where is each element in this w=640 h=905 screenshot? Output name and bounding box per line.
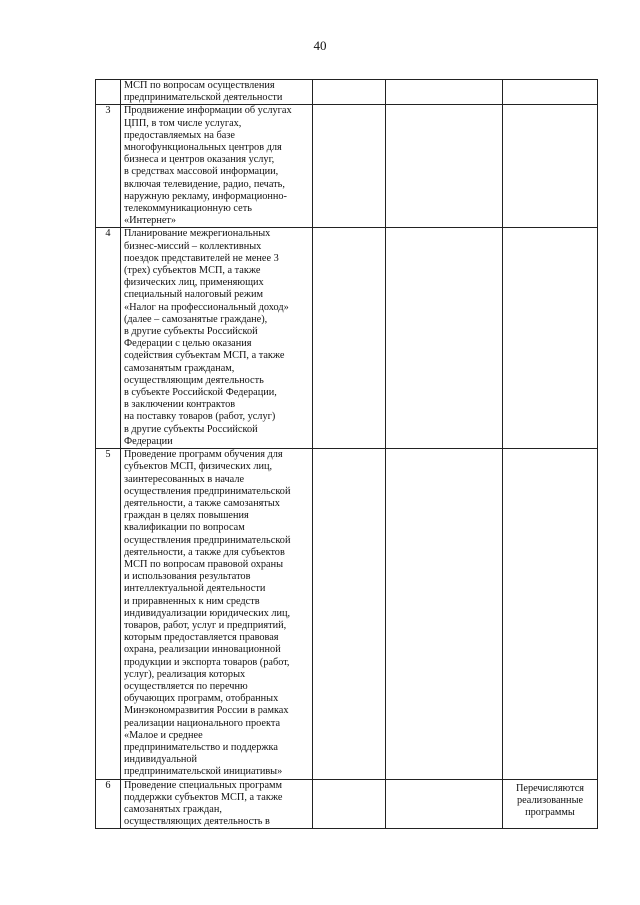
description-line: осуществляющих деятельность в (124, 816, 270, 828)
empty-cell (386, 80, 503, 105)
row-number-cell (96, 80, 121, 105)
activity-description-cell (121, 228, 313, 449)
description-line: деятельности, а также самозанятых (124, 497, 280, 509)
description-line: Федерации с целью оказания (124, 338, 252, 350)
description-line: в субъекте Российской Федерации, (124, 387, 277, 399)
description-line: Проведение программ обучения для (124, 449, 283, 461)
description-line: интеллектуальной деятельности (124, 583, 266, 595)
description-line: услуг), реализация которых (124, 668, 246, 680)
description-line: МСП по вопросам осуществления (124, 80, 275, 91)
description-line: поездок представителей не менее 3 (124, 252, 279, 264)
description-line: и использования результатов (124, 571, 251, 583)
row-number-cell: 5 (96, 449, 121, 779)
description-line: заинтересованных в начале (124, 473, 245, 485)
table-row (96, 80, 598, 105)
note-cell (503, 105, 598, 228)
description-line: бизнеса и центров оказания услуг, (124, 154, 275, 166)
description-line: включая телевидение, радио, печать, (124, 178, 285, 190)
description-line: физических лиц, применяющих (124, 277, 264, 289)
description-line: квалификации по вопросам (124, 522, 245, 534)
description-line: поддержки субъектов МСП, а также (124, 791, 283, 803)
table-row (96, 228, 598, 449)
description-line: осуществления предпринимательской (124, 485, 291, 497)
description-line: бизнес-миссий – коллективных (124, 240, 262, 252)
description-line: в заключении контрактов (124, 399, 236, 411)
table-row (96, 779, 598, 829)
description-line: на поставку товаров (работ, услуг) (124, 411, 276, 423)
description-line: Проведение специальных программ (124, 779, 283, 791)
description-line: субъектов МСП, физических лиц, (124, 461, 273, 473)
description-line: «Малое и среднее (124, 729, 203, 741)
activities-table (95, 79, 598, 829)
row-number-cell: 6 (96, 779, 121, 829)
table-row (96, 105, 598, 228)
description-line: осуществления предпринимательской (124, 534, 291, 546)
note-cell (503, 228, 598, 449)
description-line: специальный налоговый режим (124, 289, 263, 301)
description-line: продукции и экспорта товаров (работ, (124, 656, 290, 668)
description-line: товаров, работ, услуг и предприятий, (124, 619, 287, 631)
description-line: предпринимательской деятельности (124, 92, 283, 104)
description-line: реализации национального проекта (124, 717, 281, 729)
description-line: деятельности, а также для субъектов (124, 546, 285, 558)
description-line: предоставляемых на базе (124, 129, 235, 141)
empty-cell (313, 779, 386, 829)
description-line: индивидуализации юридических лиц, (124, 607, 291, 619)
description-line: предпринимательской инициативы» (124, 766, 283, 778)
note-line: программы (525, 806, 575, 818)
description-line: осуществляется по перечню (124, 680, 248, 692)
row-number-cell: 3 (96, 105, 121, 228)
description-line: многофункциональных центров для (124, 142, 282, 154)
description-line: (трех) субъектов МСП, а также (124, 265, 261, 277)
empty-cell (313, 105, 386, 228)
description-line: Федерации (124, 435, 173, 447)
description-line: «Налог на профессиональный доход» (124, 301, 289, 313)
row-number-cell: 4 (96, 228, 121, 449)
empty-cell (313, 228, 386, 449)
description-line: граждан в целях повышения (124, 510, 249, 522)
empty-cell (313, 80, 386, 105)
note-line: реализованные (516, 794, 584, 806)
activity-description-cell (121, 779, 313, 829)
note-line: Перечисляются (515, 782, 585, 794)
empty-cell (386, 779, 503, 829)
description-line: самозанятым гражданам, (124, 362, 235, 374)
note-cell (503, 779, 598, 829)
empty-cell (386, 105, 503, 228)
description-line: индивидуальной (124, 754, 198, 766)
description-line: обучающих программ, отобранных (124, 693, 279, 705)
description-line: (далее – самозанятые граждане), (124, 313, 268, 325)
note-cell (503, 80, 598, 105)
description-line: в другие субъекты Российской (124, 423, 258, 435)
activity-description-cell (121, 449, 313, 779)
empty-cell (386, 228, 503, 449)
activity-description-cell (121, 105, 313, 228)
empty-cell (313, 449, 386, 779)
description-line: ЦПП, в том числе услугах, (124, 117, 242, 129)
description-line: МСП по вопросам правовой охраны (124, 558, 284, 570)
table-body (96, 80, 598, 829)
description-line: Планирование межрегиональных (124, 228, 271, 240)
description-line: и приравненных к ним средств (124, 595, 260, 607)
page-number: 40 (313, 38, 327, 53)
description-line: Минэкономразвития России в рамках (124, 705, 289, 717)
description-line: Продвижение информации об услугах (124, 105, 292, 117)
note-cell (503, 449, 598, 779)
description-line: в средствах массовой информации, (124, 166, 279, 178)
description-line: наружную рекламу, информационно- (124, 190, 287, 202)
description-line: в другие субъекты Российской (124, 326, 258, 338)
table-row (96, 449, 598, 779)
description-line: осуществляющим деятельность (124, 374, 264, 386)
description-line: содействия субъектам МСП, а также (124, 350, 285, 362)
description-line: телекоммуникационную сеть (124, 203, 252, 215)
activity-description-cell (121, 80, 313, 105)
description-line: которым предоставляется правовая (124, 632, 279, 644)
description-line: предпринимательство и поддержка (124, 741, 278, 753)
empty-cell (386, 449, 503, 779)
description-line: «Интернет» (124, 215, 177, 227)
description-line: охрана, реализации инновационной (124, 644, 281, 656)
description-line: самозанятых граждан, (124, 803, 222, 815)
